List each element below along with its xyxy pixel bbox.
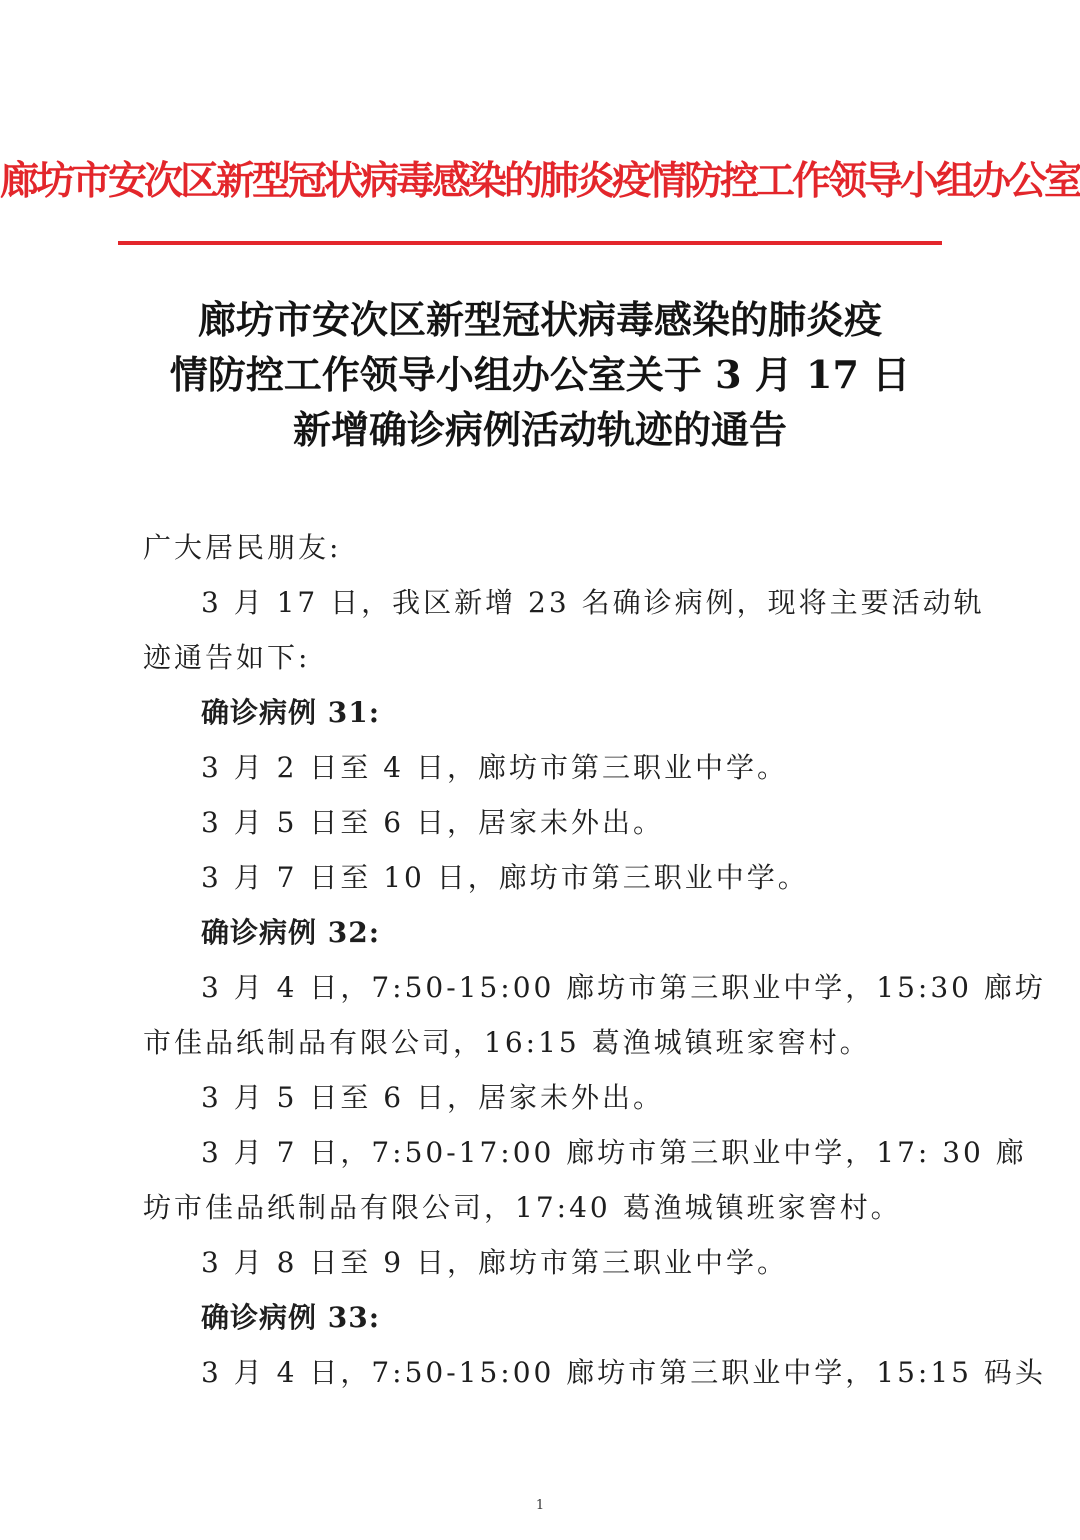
case-32-line-6: 3 月 8 日至 9 日，廊坊市第三职业中学。 (201, 1246, 788, 1279)
page-number: 1 (535, 1498, 545, 1513)
case-31-line-3: 3 月 7 日至 10 日，廊坊市第三职业中学。 (201, 861, 809, 894)
notice-title (0, 292, 1080, 457)
intro-paragraph-line-2: 迹通告如下: (143, 641, 311, 674)
case-31-line-1: 3 月 2 日至 4 日，廊坊市第三职业中学。 (201, 751, 788, 784)
case-32-line-2: 市佳品纸制品有限公司，16:15 葛渔城镇班家窖村。 (143, 1026, 871, 1059)
case-32-line-3: 3 月 5 日至 6 日，居家未外出。 (201, 1081, 664, 1114)
case-33-line-1: 3 月 4 日，7:50-15:00 廊坊市第三职业中学，15:15 码头 (201, 1356, 1046, 1389)
intro-paragraph-line-1: 3 月 17 日，我区新增 23 名确诊病例，现将主要活动轨 (201, 586, 985, 619)
notice-body (143, 520, 1046, 1400)
case-32-line-1: 3 月 4 日，7:50-15:00 廊坊市第三职业中学，15:30 廊坊 (201, 971, 1046, 1004)
salutation: 广大居民朋友: (143, 531, 342, 564)
case-31-line-2: 3 月 5 日至 6 日，居家未外出。 (201, 806, 664, 839)
case-32-heading: 确诊病例 32: (201, 916, 381, 949)
case-32-line-5: 坊市佳品纸制品有限公司，17:40 葛渔城镇班家窖村。 (143, 1191, 902, 1224)
notice-title-line-1: 廊坊市安次区新型冠状病毒感染的肺炎疫 (197, 297, 882, 342)
case-32-line-4: 3 月 7 日，7:50-17:00 廊坊市第三职业中学，17: 30 廊 (201, 1136, 1027, 1169)
notice-title-line-3: 新增确诊病例活动轨迹的通告 (292, 407, 787, 452)
case-33-heading: 确诊病例 33: (201, 1301, 381, 1334)
letterhead-red-rule (118, 241, 942, 245)
case-31-heading: 确诊病例 31: (201, 696, 381, 729)
notice-title-line-2: 情防控工作领导小组办公室关于 3 月 17 日 (169, 352, 911, 397)
letterhead-title: 廊坊市安次区新型冠状病毒感染的肺炎疫情防控工作领导小组办公室 (0, 159, 1080, 204)
